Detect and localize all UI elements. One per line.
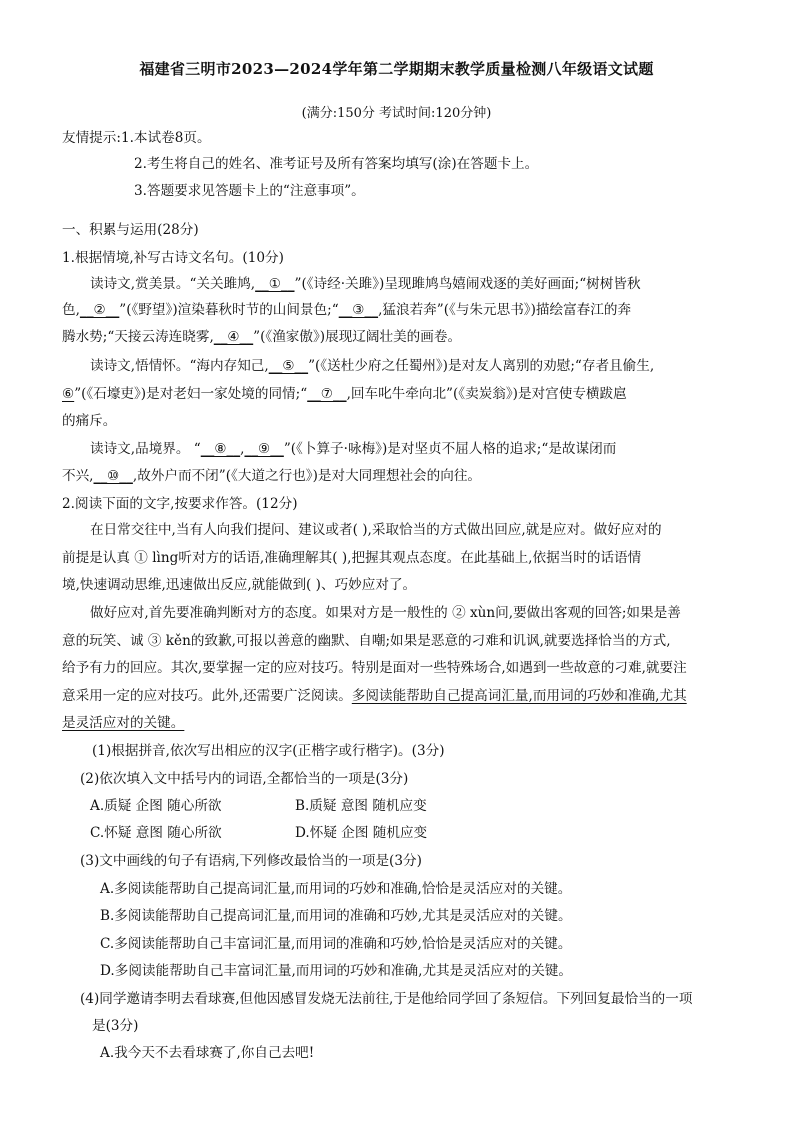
q1-text: ”(《送杜少府之任蜀州》)是对友人离别的劝慰;“存者且偷生, <box>308 358 655 374</box>
q1-text: 读诗文,悟情怀。“海内存知己, <box>90 358 269 374</box>
blank-8: __⑧__ <box>200 441 241 457</box>
q1-text: 读诗文,品境界。 “ <box>90 441 201 457</box>
q1-line-7 <box>90 439 770 459</box>
q2-text: 意采用一定的应对技巧。此外,还需要广泛阅读。 <box>62 688 352 704</box>
q1-text: ,故外户而不闭”(《大道之行也》)是对大同理想社会的向往。 <box>132 468 482 484</box>
sub-question-2: (2)依次填入文中括号内的词语,全都恰当的一项是(3分) <box>80 771 409 787</box>
option-d: D.怀疑 企图 随机应变 <box>295 825 428 841</box>
q1-line-5 <box>62 384 742 404</box>
q1-text: ”(《渔家傲》)展现辽阔壮美的画卷。 <box>253 329 462 345</box>
blank-9: __⑨__ <box>244 441 284 457</box>
q1-text: ”(《石壕吏》)是对老妇一家处境的同情;“ <box>74 386 308 402</box>
q1-text: ,猛浪若奔”(《与朱元思书》)描绘富春江的奔 <box>378 302 632 318</box>
sub-question-2-options-row-1 <box>90 796 770 816</box>
sub-question-1: (1)根据拼音,依次写出相应的汉字(正楷字或行楷字)。(3分) <box>92 743 445 759</box>
q1-line-1 <box>90 274 770 294</box>
q1-line-2 <box>62 300 742 320</box>
q1-text: ”(《野望》)渲染暮秋时节的山间景色;“ <box>119 302 339 318</box>
q2-para2-line-5 <box>62 713 742 733</box>
q1-line-4 <box>90 356 770 376</box>
q1-text: ,回车叱牛牵向北”(《卖炭翁》)是对宫使专横跋扈 <box>346 386 627 402</box>
exam-title: 福建省三明市2023—2024学年第二学期期末教学质量检测八年级语文试题 <box>139 60 654 78</box>
tips-line-2: 2.考生将自己的姓名、准考证号及所有答案均填写(涂)在答题卡上。 <box>134 156 539 172</box>
q2-para1-line-2: 前提是认真 ① lìng听对方的话语,准确理解其( ),把握其观点态度。在此基础上,依据当时的话语情 <box>62 550 642 566</box>
q1-text: ”(《诗经·关雎》)呈现雎鸠鸟嬉闹戏逐的美好画面;“树树皆秋 <box>294 276 641 292</box>
sub-question-3-option-b: B.多阅读能帮助自己提高词汇量,而用词的准确和巧妙,尤其是灵活应对的关键。 <box>100 908 572 924</box>
question-2-stem: 2.阅读下面的文字,按要求作答。(12分) <box>62 496 298 512</box>
exam-subtitle: (满分:150分 考试时间:120分钟) <box>301 106 492 121</box>
blank-7: __⑦__ <box>307 386 347 402</box>
blank-4: __④__ <box>213 329 254 345</box>
underlined-sentence: 多阅读能帮助自己提高词汇量,而用词的巧妙和准确,尤其 <box>351 688 687 704</box>
q1-line-8 <box>62 466 742 486</box>
q1-text: ”(《卜算子·咏梅》)是对坚贞不屈人格的追求;“是故谋闭而 <box>283 441 617 457</box>
q2-para2-line-2: 意的玩笑、诚 ③ kěn的致歉,可报以善意的幽默、自嘲;如果是恶意的刁难和讥讽,就要选择恰当的方式, <box>62 633 671 649</box>
q1-text: , <box>240 441 245 457</box>
q2-para1-line-3: 境,快速调动思维,迅速做出反应,就能做到( )、巧妙应对了。 <box>62 577 417 593</box>
blank-2: __②__ <box>79 302 120 318</box>
q2-para2-line-3: 给予有力的回应。其次,要掌握一定的应对技巧。特别是面对一些特殊场合,如遇到一些故意的刁难,就要注 <box>62 660 687 676</box>
option-c: C.怀疑 意图 随心所欲 <box>90 825 222 841</box>
option-b: B.质疑 意图 随机应变 <box>295 798 427 814</box>
q1-text: 不兴, <box>62 468 94 484</box>
blank-10: __⑩__ <box>93 468 133 484</box>
sub-question-3: (3)文中画线的句子有语病,下列修改最恰当的一项是(3分) <box>80 853 422 869</box>
sub-question-4-cont: 是(3分) <box>92 1018 139 1034</box>
sub-question-3-option-d: D.多阅读能帮助自己丰富词汇量,而用词的巧妙和准确,尤其是灵活应对的关键。 <box>100 963 572 979</box>
q1-text: 腾水势;“天接云涛连晓雾, <box>62 329 214 345</box>
q2-para2-line-4 <box>62 686 742 706</box>
tips-line-1: 友情提示:1.本试卷8页。 <box>62 130 211 146</box>
tips-line-3: 3.答题要求见答题卡上的“注意事项”。 <box>134 183 365 199</box>
blank-3: __③__ <box>338 302 379 318</box>
underlined-sentence-end: 是灵活应对的关键。 <box>62 715 185 731</box>
section-heading: 一、积累与运用(28分) <box>62 222 199 238</box>
blank-6: ⑥ <box>62 386 75 402</box>
sub-question-2-options-row-2 <box>90 823 770 843</box>
sub-question-4: (4)同学邀请李明去看球赛,但他因感冒发烧无法前往,于是他给同学回了条短信。下列回复最恰当的一项 <box>80 991 693 1007</box>
sub-question-4-option-a: A.我今天不去看球赛了,你自己去吧! <box>100 1045 315 1061</box>
q1-text: 色, <box>62 302 80 318</box>
sub-question-3-option-c: C.多阅读能帮助自己丰富词汇量,而用词的准确和巧妙,恰恰是灵活应对的关键。 <box>100 936 572 952</box>
blank-1: __①__ <box>255 276 295 292</box>
question-1-stem: 1.根据情境,补写古诗文名句。(10分) <box>62 250 284 266</box>
q2-para2-line-1: 做好应对,首先要准确判断对方的态度。如果对方是一般性的 ② xùn问,要做出客观的回答;如果是善 <box>90 605 681 621</box>
q2-para1-line-1: 在日常交往中,当有人向我们提问、建议或者( ),采取恰当的方式做出回应,就是应对。做好应对的 <box>90 522 662 538</box>
q1-line-3 <box>62 327 742 347</box>
option-a: A.质疑 企图 随心所欲 <box>90 798 222 814</box>
blank-5: __⑤__ <box>268 358 309 374</box>
q1-line-6: 的痛斥。 <box>62 413 117 429</box>
sub-question-3-option-a: A.多阅读能帮助自己提高词汇量,而用词的巧妙和准确,恰恰是灵活应对的关键。 <box>100 881 572 897</box>
q1-text: 读诗文,赏美景。“关关雎鸠, <box>90 276 256 292</box>
